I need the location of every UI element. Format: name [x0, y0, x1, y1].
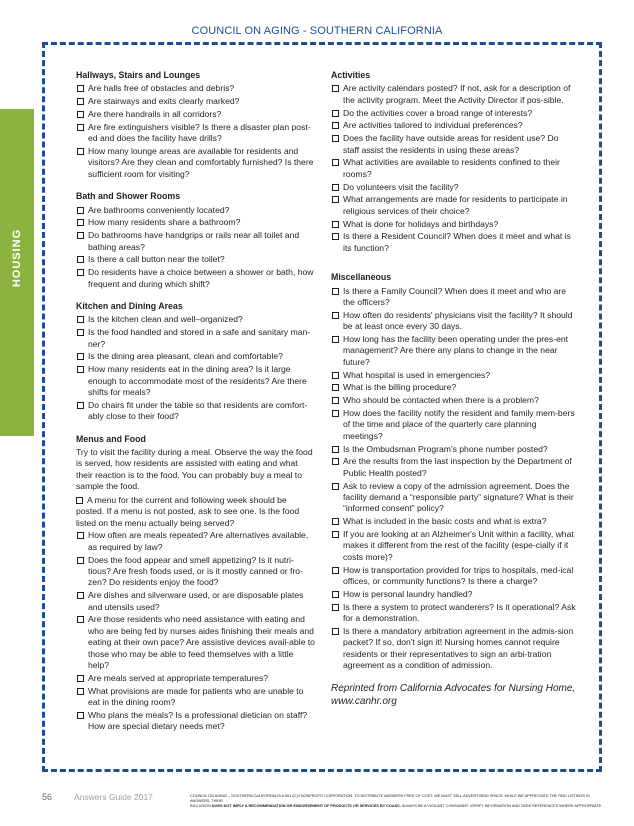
- checkbox-icon[interactable]: [77, 616, 84, 623]
- checklist-item: [331, 133, 576, 156]
- checklist-item-text: Ask to review a copy of the admission agreement. Does the facility demand a “responsible party” signature? What is their “informed consent” policy?: [343, 480, 574, 514]
- checkbox-icon[interactable]: [77, 124, 84, 131]
- checklist-item-text: Is there a Resident Council? When does it meet and what is its function?: [343, 231, 571, 253]
- checkbox-icon[interactable]: [332, 85, 339, 92]
- checkbox-icon[interactable]: [332, 483, 339, 490]
- checklist-item: [331, 481, 576, 515]
- checklist-item: [76, 122, 316, 145]
- checklist: [76, 205, 316, 290]
- checkbox-icon[interactable]: [77, 219, 84, 226]
- checklist-item-text: Are halls free of obstacles and debris?: [88, 83, 235, 94]
- checkbox-icon[interactable]: [77, 532, 84, 539]
- section-kitchen: [76, 301, 316, 423]
- section-menus: [76, 434, 316, 733]
- checklist-item: [76, 400, 316, 423]
- checklist-item-text: How is personal laundry handled?: [343, 588, 473, 599]
- checkbox-icon[interactable]: [332, 628, 339, 635]
- checklist-item: [331, 602, 576, 625]
- checklist-item-text: How is transportation provided for trips to hospitals, med-ical offices, or community functions? Is there a charge?: [343, 564, 574, 587]
- checklist-item: [331, 194, 576, 217]
- checklist-item-text: What arrangements are made for residents to participate in religious services of their choice?: [343, 194, 568, 216]
- checklist-item-text: Is there a mandatory arbitration agreement in the admis-sion packet? If so, don't sign it! Nursing homes cannot require residents or their representatives to sign an arbi-tration agreement as a condition of admission.: [343, 625, 574, 671]
- checklist-item-text: How often are meals repeated? Are alternatives available, as required by law?: [88, 530, 309, 552]
- menus-intro: Try to visit the facility during a meal. Observe the way the food is served, how residents are assisted with eating and what their reaction is to the food. You can probably buy a meal to sample the food.: [76, 447, 313, 492]
- checklist-item-text: What is the billing procedure?: [343, 382, 457, 393]
- checklist-item-text: Are bathrooms conveniently located?: [88, 204, 230, 215]
- checklist-item: [76, 96, 316, 107]
- checkbox-icon[interactable]: [77, 675, 84, 682]
- checkbox-icon[interactable]: [77, 148, 84, 155]
- checkbox-icon[interactable]: [332, 233, 339, 240]
- checkbox-icon[interactable]: [77, 256, 84, 263]
- checklist-item-text: Who should be contacted when there is a problem?: [343, 395, 539, 406]
- checklist-item: [76, 614, 316, 671]
- checklist-item: [331, 157, 576, 180]
- checkbox-icon[interactable]: [332, 110, 339, 117]
- checklist: [76, 314, 316, 422]
- checklist-item-text: Is there a Family Council? When does it meet and who are the officers?: [343, 285, 567, 308]
- disclaimer-line: [190, 803, 610, 808]
- checkbox-icon[interactable]: [77, 207, 84, 214]
- checklist-item-text: Are meals served at appropriate temperatures?: [88, 672, 269, 683]
- checkbox-icon[interactable]: [77, 111, 84, 118]
- checklist-item: [331, 286, 576, 309]
- checklist: [331, 286, 576, 672]
- section-title: Activities: [331, 70, 371, 80]
- section-misc: [331, 272, 576, 671]
- checklist-item: [76, 217, 316, 228]
- checklist-item: [331, 516, 576, 527]
- section-activities: [331, 70, 576, 254]
- checkbox-icon[interactable]: [77, 85, 84, 92]
- checklist-item: [331, 108, 576, 119]
- checkbox-icon[interactable]: [332, 288, 339, 295]
- disclaimer-text: ALWAYS BE A VIGILANT CONSUMER. VERIFY INFORMATION AND SEEK REFERENCES WHERE APPROPRIATE.: [400, 803, 603, 808]
- checklist-item-text: How many lounge areas are available for residents and visitors? Are they clean and comfortably furnished? Is there sufficient room for visiting?: [88, 146, 314, 179]
- checkbox-icon[interactable]: [332, 410, 339, 417]
- checklist-item: [76, 530, 316, 553]
- checklist-item-text: What activities are available to residents confined to their rooms?: [343, 157, 560, 179]
- checklist-item-text: Do bathrooms have handgrips or rails near all toilet and bathing areas?: [88, 230, 300, 252]
- checklist-item: [331, 589, 576, 600]
- checklist-item: [76, 230, 316, 253]
- checklist-item: [331, 529, 576, 563]
- reprint-credit: Reprinted from California Advocates for Nursing Home, www.canhr.org: [331, 683, 576, 708]
- checkbox-icon[interactable]: [332, 184, 339, 191]
- section-title: Miscellaneous: [331, 272, 392, 283]
- checkbox-icon[interactable]: [332, 336, 339, 343]
- checkbox-icon[interactable]: [332, 446, 339, 453]
- checklist-item-text: Is the Ombudsman Program's phone number posted?: [343, 443, 548, 454]
- checkbox-icon[interactable]: [332, 221, 339, 228]
- checkbox-icon[interactable]: [77, 353, 84, 360]
- checklist-item: [331, 182, 576, 193]
- checklist-item: [331, 370, 576, 381]
- checkbox-icon[interactable]: [332, 591, 339, 598]
- checkbox-icon[interactable]: [332, 384, 339, 391]
- checkbox-icon[interactable]: [332, 397, 339, 404]
- checklist-item: [76, 555, 316, 589]
- section-title: Menus and Food: [76, 433, 146, 444]
- checkbox-icon[interactable]: [77, 316, 84, 323]
- checkbox-icon[interactable]: [77, 269, 84, 276]
- checklist-item: [331, 408, 576, 442]
- checklist-item: [76, 673, 316, 684]
- checklist-item-text: How many residents eat in the dining area? Is it large enough to accommodate most of the residents? Are there shifts for meals?: [88, 364, 307, 398]
- checklist-item: [76, 351, 316, 362]
- checklist-item: [76, 327, 316, 350]
- checklist-item-text: Do chairs fit under the table so that residents are comfort-ably close to their food?: [88, 399, 308, 422]
- disclaimer-text: INCLUSION: [190, 803, 212, 808]
- checklist-item-text: Does the facility have outside areas for resident use? Do staff assist the residents in using these areas?: [343, 133, 559, 155]
- checkbox-icon[interactable]: [77, 98, 84, 105]
- checklist-item-text: Are the results from the last inspection by the Department of Public Health posted?: [343, 456, 572, 478]
- checklist-item-text: Are there handrails in all corridors?: [88, 109, 222, 119]
- page-header-title: COUNCIL ON AGING - SOUTHERN CALIFORNIA: [191, 25, 443, 37]
- checklist-item-text: Are fire extinguishers visible? Is there a disaster plan post-ed and does the facility have drills?: [88, 121, 311, 144]
- checkbox-icon[interactable]: [77, 557, 84, 564]
- checkbox-icon[interactable]: [77, 402, 84, 409]
- checkbox-icon[interactable]: [332, 159, 339, 166]
- checklist-item: [76, 254, 316, 265]
- checklist-item-text: Do volunteers visit the facility?: [343, 181, 459, 192]
- checklist-item-text: How many residents share a bathroom?: [88, 217, 241, 228]
- checkbox-icon[interactable]: [332, 135, 339, 142]
- checklist-item: [76, 710, 316, 733]
- checklist-item: [76, 495, 316, 529]
- checklist-item-text: What is done for holidays and birthdays?: [343, 218, 499, 229]
- checklist-item-text: Are activities tailored to individual preferences?: [343, 120, 523, 131]
- checkbox-icon[interactable]: [332, 531, 339, 538]
- checklist-item-text: A menu for the current and following week should be posted. If a menu is not posted, ask to see one. Is the food listed on the menu actually being served?: [76, 494, 300, 528]
- checklist-item: [76, 109, 316, 120]
- checklist-item-text: How often do residents' physicians visit the facility? It should be at least once every 30 days.: [343, 309, 573, 332]
- checkbox-icon[interactable]: [77, 329, 84, 336]
- checklist-item-text: Does the food appear and smell appetizing? Is it nutri-tious? Are fresh foods used, or is it mostly canned or fro-zen? Do residents enjoy the food?: [88, 554, 303, 588]
- right-column: [331, 70, 576, 708]
- checklist-item: [331, 626, 576, 672]
- checklist-item: [76, 590, 316, 613]
- checklist-item-text: What is included in the basic costs and what is extra?: [343, 516, 547, 527]
- section-title: Bath and Shower Rooms: [76, 191, 181, 202]
- checklist-item: [331, 382, 576, 393]
- checklist-item: [76, 83, 316, 94]
- checkbox-icon[interactable]: [332, 604, 339, 611]
- checklist: [76, 83, 316, 180]
- checklist: [76, 530, 316, 732]
- checklist-item: [331, 219, 576, 230]
- checkbox-icon[interactable]: [77, 592, 84, 599]
- checkbox-icon[interactable]: [332, 372, 339, 379]
- checkbox-icon[interactable]: [332, 518, 339, 525]
- checklist-item: [331, 83, 576, 106]
- checklist-item-text: Who plans the meals? Is a professional dietician on staff? How are special dietary needs met?: [88, 709, 308, 732]
- checklist-item-text: Is there a call button near the toilet?: [88, 254, 225, 265]
- checklist-item: [331, 565, 576, 588]
- checklist-item-text: What provisions are made for patients who are unable to eat in the dining room?: [88, 685, 304, 707]
- checkbox-icon[interactable]: [77, 712, 84, 719]
- checklist-item-text: How does the facility notify the resident and family mem-bers of the time and place of the quarterly care planning meetings?: [343, 408, 575, 441]
- section-title: Kitchen and Dining Areas: [76, 301, 183, 312]
- checkbox-icon[interactable]: [332, 122, 339, 129]
- checklist-item-text: Is the kitchen clean and well–organized?: [88, 314, 243, 325]
- checkbox-icon[interactable]: [332, 196, 339, 203]
- checklist-item: [331, 444, 576, 455]
- page-footer: [0, 790, 634, 810]
- checklist-item: [331, 334, 576, 368]
- left-column: [76, 70, 316, 744]
- checklist-item-text: Is there a system to protect wanderers? Is it operational? Ask for a demonstration.: [343, 601, 576, 624]
- checklist-item-text: If you are looking at an Alzheimer's Unit within a facility, what makes it different from the rest of the facility (espe-cially if it costs more)?: [343, 529, 574, 562]
- disclaimer-line: COUNCIL ON AGING – SOUTHERN CALIFORNIA IS A 501 (C)3 NONPROFIT CORPORATION. TO DISTRIBUTE ANSWERS FREE OF COST, WE MUST SELL ADVERTISING SPACE. WHILE WE APPRECIATE THE PAID LISTINGS IN ANSWERS, THEIR: [190, 793, 590, 803]
- checklist-item: [331, 120, 576, 131]
- side-tab-label: HOUSING: [11, 228, 23, 288]
- checklist-item-text: Are activity calendars posted? If not, ask for a description of the activity program. Meet the Activity Director if pos-sible.: [343, 83, 571, 105]
- checklist-item-text: How long has the facility been operating under the pres-ent management? Are there any plans to change in the near future?: [343, 334, 569, 367]
- checklist-item: [76, 364, 316, 398]
- checklist-item-text: Do the activities cover a broad range of interests?: [343, 107, 533, 118]
- checkbox-icon[interactable]: [332, 458, 339, 465]
- checklist-item: [76, 267, 316, 290]
- page-number: 56: [42, 792, 53, 802]
- checklist-item: [76, 686, 316, 709]
- section-title: Hallways, Stairs and Lounges: [76, 70, 201, 80]
- checklist-item: [331, 456, 576, 479]
- checklist-item: [76, 146, 316, 180]
- checklist-item-text: What hospital is used in emergencies?: [343, 369, 491, 380]
- checkbox-icon[interactable]: [77, 232, 84, 239]
- checkbox-icon[interactable]: [332, 567, 339, 574]
- section-bath: [76, 191, 316, 290]
- checklist-item-text: Is the dining area pleasant, clean and comfortable?: [88, 351, 283, 362]
- checklist: [331, 83, 576, 254]
- checklist-item-text: Are those residents who need assistance with eating and who are being fed by nurses aides finishing their meals and eating at their own pace? Are assistive devices avail-able to those who may be able to feed themselves with a little help?: [88, 614, 315, 670]
- checklist-item: [76, 314, 316, 325]
- checklist-item: [76, 205, 316, 216]
- checkbox-icon[interactable]: [77, 688, 84, 695]
- checklist-item: [331, 231, 576, 254]
- disclaimer-emphasis: DOES NOT IMPLY A RECOMMENDATION OR ENDORSEMENT OF PRODUCTS OR SERVICES BY COASC.: [211, 803, 401, 808]
- checklist-item-text: Do residents have a choice between a shower or bath, how frequent and during which shift?: [88, 267, 314, 289]
- checklist-item-text: Are dishes and silverware used, or are disposable plates and utensils used?: [88, 590, 304, 612]
- checkbox-icon[interactable]: [332, 312, 339, 319]
- checkbox-icon[interactable]: [77, 366, 84, 373]
- checklist-item: [331, 310, 576, 333]
- checkbox-icon[interactable]: [76, 497, 83, 504]
- checklist-item: [331, 395, 576, 406]
- guide-title: Answers Guide 2017: [74, 792, 153, 802]
- checklist-item-text: Are stairways and exits clearly marked?: [88, 96, 240, 107]
- checklist-item-text: Is the food handled and stored in a safe and sanitary man-ner?: [88, 327, 311, 349]
- footer-disclaimer: [190, 793, 610, 808]
- section-hallways: [76, 70, 316, 180]
